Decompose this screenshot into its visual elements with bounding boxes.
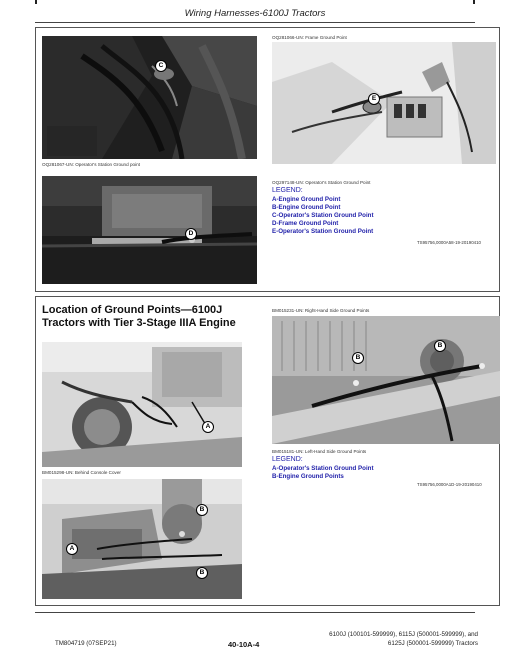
photo-operator-station-ground-image (42, 36, 257, 159)
caption-operator-station-ground: OQ281067-UN: Operator's Station Ground point (42, 162, 140, 167)
photo-frame-ground (272, 42, 496, 164)
footer-document-id: TM804719 (07SEP21) (55, 640, 117, 647)
legend-title: LEGEND: (272, 456, 303, 463)
photo-frame-ground-image (272, 42, 496, 164)
ground-points-figure-block (35, 27, 500, 292)
callout-c: C (155, 60, 167, 72)
photo-right-hand-side-ground-image (272, 316, 500, 444)
legend-item: D-Frame Ground Point (272, 220, 339, 227)
caption-operator-station-ground-2: OQ297148-UN: Operator's Station Ground Point (272, 180, 371, 185)
callout-b-right-1: B (352, 352, 364, 364)
callout-e: E (368, 93, 380, 105)
document-reference-id: TS95756,0000A1D-19-20190410 (417, 482, 482, 487)
top-margin-mark-right (473, 0, 475, 4)
footer-model-applicability (300, 630, 478, 648)
photo-engine-ground-points (42, 479, 242, 599)
footer-page-number: 40-10A-4 (228, 640, 260, 649)
legend-item: A-Engine Ground Point (272, 196, 341, 203)
legend-item: B-Engine Ground Points (272, 473, 344, 480)
photo-operator-station-ground (42, 36, 257, 159)
footer-models-line-1: 6100J (100101-599999), 6115J (500001-599999), and (329, 631, 478, 638)
legend-item: B-Engine Ground Point (272, 204, 341, 211)
page-header-title: Wiring Harnesses-6100J Tractors (184, 8, 326, 19)
footer-models-line-2: 6125J (500001-599999) Tractors (387, 640, 478, 647)
callout-a-engine: A (66, 543, 78, 555)
caption-behind-console-cover: BM015298-UN: Behind Console Cover (42, 470, 121, 475)
callout-b-bottom: B (196, 567, 208, 579)
photo-behind-console-cover (42, 342, 242, 467)
caption-left-hand-side: BM015181-UN: Left-Hand Side Ground Points (272, 449, 367, 454)
callout-a: A (202, 421, 214, 433)
legend-title: LEGEND: (272, 187, 303, 194)
photo-frame-ground-d-image (42, 176, 257, 284)
tier3-ground-points-block (35, 296, 500, 606)
document-reference-id: TS95756,0000A58-19-20190410 (417, 240, 481, 245)
photo-right-hand-side-ground (272, 316, 500, 444)
top-margin-mark-left (35, 0, 37, 4)
legend-item: C-Operator's Station Ground Point (272, 212, 374, 219)
callout-b-right-2: B (434, 340, 446, 352)
section-title: Location of Ground Points—6100J Tractors with Tier 3-Stage IIIA Engine (42, 304, 236, 329)
footer-rule (35, 612, 475, 613)
header-rule (35, 22, 475, 23)
photo-behind-console-cover-image (42, 342, 242, 467)
callout-d: D (185, 228, 197, 240)
caption-frame-ground: OQ281066-UN: Frame Ground Point (272, 35, 347, 40)
photo-frame-ground-d (42, 176, 257, 284)
legend-item: A-Operator's Station Ground Point (272, 465, 374, 472)
caption-right-hand-side: BM015231-UN: Right-Hand Side Ground Points (272, 308, 370, 313)
legend-item: E-Operator's Station Ground Point (272, 228, 374, 235)
callout-b-top: B (196, 504, 208, 516)
photo-engine-ground-points-image (42, 479, 242, 599)
